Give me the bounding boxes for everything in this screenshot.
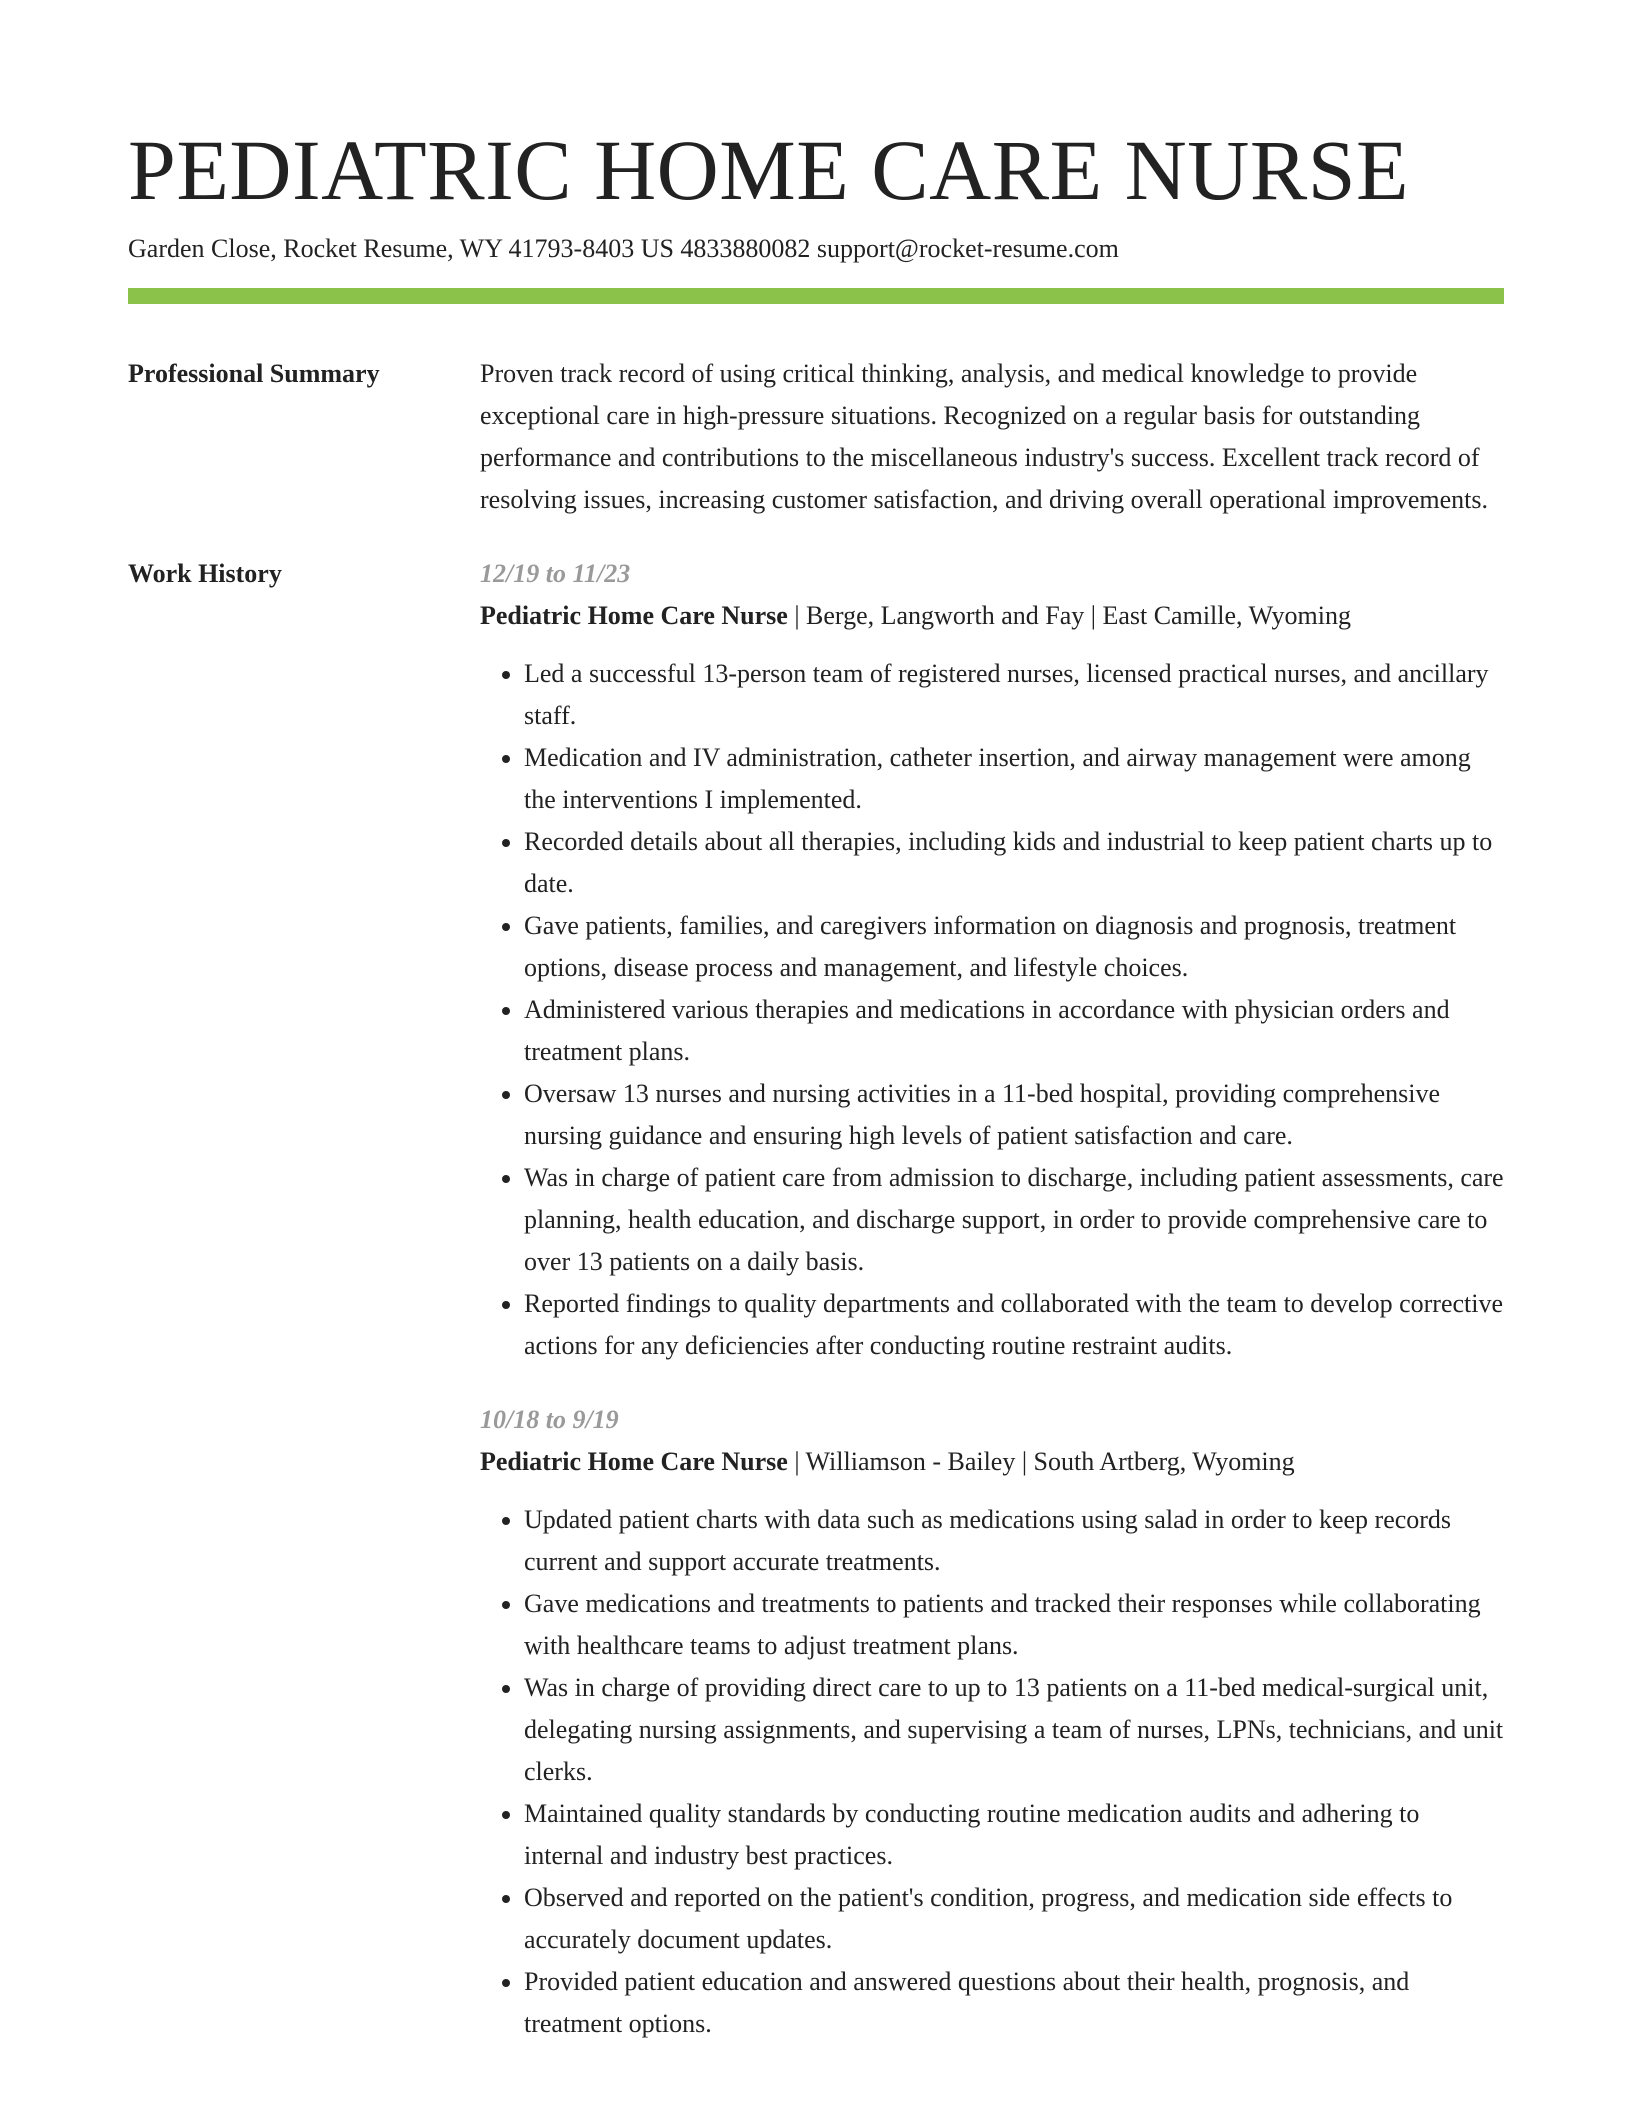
professional-summary-section (128, 353, 1504, 521)
job-bullet: • Medication and IV administration, catheter insertion, and airway management were among the interventions I implemented. (524, 737, 1504, 821)
header-divider (128, 288, 1504, 304)
job-bullet: • Was in charge of patient care from admission to discharge, including patient assessments, care planning, health education, and discharge support, in order to provide comprehensive care to over 13 patients on a daily basis. (524, 1157, 1504, 1283)
job-bullet-list (480, 653, 1504, 1367)
section-heading-work-history: Work History (128, 559, 282, 588)
job-employer-location: | Berge, Langworth and Fay | East Camille, Wyoming (787, 601, 1351, 630)
job-employer-location: | Williamson - Bailey | South Artberg, Wyoming (787, 1447, 1295, 1476)
work-history-body (480, 553, 1504, 2077)
job-bullet: • Was in charge of providing direct care to up to 13 patients on a 11-bed medical-surgical unit, delegating nursing assignments, and supervising a team of nurses, LPNs, technicians, and unit clerks. (524, 1667, 1504, 1793)
job-entry (480, 1399, 1504, 2045)
section-heading-summary: Professional Summary (128, 359, 380, 388)
work-history-section (128, 553, 1504, 2077)
job-dates: 12/19 to 11/23 (480, 559, 631, 588)
job-bullet: • Administered various therapies and medications in accordance with physician orders and treatment plans. (524, 989, 1504, 1073)
job-entry (480, 553, 1504, 1367)
job-bullet: • Reported findings to quality departments and collaborated with the team to develop corrective actions for any deficiencies after conducting routine restraint audits. (524, 1283, 1504, 1367)
job-bullet: • Observed and reported on the patient's condition, progress, and medication side effects to accurately document updates. (524, 1877, 1504, 1961)
job-title-line (480, 595, 1504, 637)
job-bullet-list (480, 1499, 1504, 2045)
resume-page (128, 120, 1504, 2077)
contact-line: Garden Close, Rocket Resume, WY 41793-8403 US 4833880082 support@rocket-resume.com (128, 234, 1119, 263)
job-bullet: • Maintained quality standards by conducting routine medication audits and adhering to internal and industry best practices. (524, 1793, 1504, 1877)
job-bullet: • Gave medications and treatments to patients and tracked their responses while collaborating with healthcare teams to adjust treatment plans. (524, 1583, 1504, 1667)
job-bullet: • Recorded details about all therapies, including kids and industrial to keep patient charts up to date. (524, 821, 1504, 905)
job-bullet: • Gave patients, families, and caregivers information on diagnosis and prognosis, treatment options, disease process and management, and lifestyle choices. (524, 905, 1504, 989)
job-bullet: • Led a successful 13-person team of registered nurses, licensed practical nurses, and ancillary staff. (524, 653, 1504, 737)
summary-body (480, 353, 1504, 521)
job-bullet: • Oversaw 13 nurses and nursing activities in a 11-bed hospital, providing comprehensive nursing guidance and ensuring high levels of patient satisfaction and care. (524, 1073, 1504, 1157)
job-bullet: • Updated patient charts with data such as medications using salad in order to keep records current and support accurate treatments. (524, 1499, 1504, 1583)
job-dates: 10/18 to 9/19 (480, 1405, 619, 1434)
job-title-line (480, 1441, 1504, 1483)
job-title: Pediatric Home Care Nurse (480, 1447, 788, 1476)
job-bullet: • Provided patient education and answered questions about their health, prognosis, and treatment options. (524, 1961, 1504, 2045)
summary-text: Proven track record of using critical thinking, analysis, and medical knowledge to provide exceptional care in high-pressure situations. Recognized on a regular basis for outstanding performance and contributions to the miscellaneous industry's success. Excellent track record of resolving issues, increasing customer satisfaction, and driving overall operational improvements. (480, 359, 1488, 514)
job-title: Pediatric Home Care Nurse (480, 601, 788, 630)
resume-title: PEDIATRIC HOME CARE NURSE (128, 122, 1410, 218)
